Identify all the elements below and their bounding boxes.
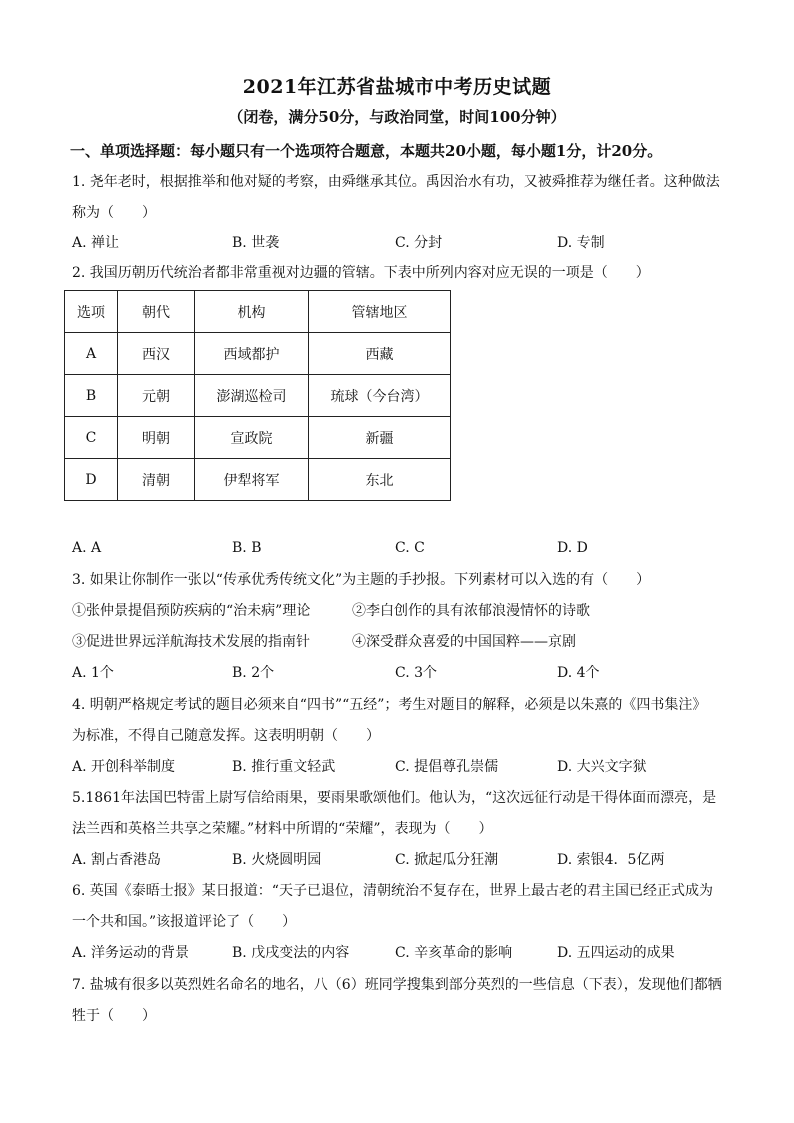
q5-stem-line1: 5.1861年法国巴特雷上尉写信给雨果，要雨果歌颂他们。他认为，“这次远征行动是干得体面而漂亮，是 [72,790,717,806]
q5-option-d[interactable]: D. 索银4．5亿两 [557,852,665,868]
table-header-cell: 机构 [195,291,309,333]
q2-option-c[interactable]: C. C [395,540,425,556]
q5-option-b[interactable]: B. 火烧圆明园 [232,852,322,868]
table-header-cell: 选项 [65,291,118,333]
q1-option-d[interactable]: D. 专制 [557,235,605,251]
table-cell: 西汉 [118,333,195,375]
q6-stem-line2: 一个共和国。”该报道评论了（ ） [72,914,297,930]
table-row [65,459,451,501]
table-cell: 西域都护 [195,333,309,375]
table-header-cell: 管辖地区 [309,291,451,333]
q3-items-row1 [72,601,732,621]
table-cell: 清朝 [118,459,195,501]
q3-stem-line1: 3. 如果让你制作一张以“传承优秀传统文化”为主题的手抄报。下列素材可以入选的有（ ） [72,572,651,588]
q1-option-a[interactable]: A. 禅让 [72,235,120,251]
q5-option-a[interactable]: A. 割占香港岛 [72,852,162,868]
q6-stem-line1: 6. 英国《泰晤士报》某日报道：“天子已退位，清朝统治不复存在，世界上最古老的君主国已经正式成为 [72,883,713,899]
table-cell: 新疆 [309,417,451,459]
table-row [65,333,451,375]
section-heading: 一、单项选择题：每小题只有一个选项符合题意，本题共20小题，每小题1分，计20分。 [70,142,663,160]
q6-option-b[interactable]: B. 戊戌变法的内容 [232,945,350,961]
q1-stem-line2: 称为（ ） [72,205,156,221]
q1-options [72,233,732,253]
q2-option-d[interactable]: D. D [557,540,588,556]
q3-items-row2 [72,632,732,652]
q3-item-4: ④深受群众喜爱的中国国粹——京剧 [352,634,576,650]
q7-stem-line1: 7. 盐城有很多以英烈姓名命名的地名，八（6）班同学搜集到部分英烈的一些信息（下表），发现他们都牺 [72,977,722,993]
q5-options [72,850,732,870]
q4-option-c[interactable]: C. 提倡尊孔崇儒 [395,759,499,775]
exam-title: 2021年江苏省盐城市中考历史试题 [242,76,552,98]
q3-options [72,663,732,683]
table-cell: 西藏 [309,333,451,375]
table-cell: 伊犁将军 [195,459,309,501]
q3-option-a[interactable]: A. 1个 [72,665,114,681]
q4-stem-line1: 4. 明朝严格规定考试的题目必须来自“四书”“五经”；考生对题目的解释，必须是以朱熹的《四书集注》 [72,697,707,713]
q7-stem-line2: 牲于（ ） [72,1008,156,1024]
table-cell: C [65,417,118,459]
q4-option-d[interactable]: D. 大兴文字狱 [557,759,647,775]
q2-stem-line1: 2. 我国历朝历代统治者都非常重视对边疆的管辖。下表中所列内容对应无误的一项是（ ） [72,265,650,281]
q6-option-c[interactable]: C. 辛亥革命的影响 [395,945,513,961]
table-cell: A [65,333,118,375]
q4-option-a[interactable]: A. 开创科举制度 [72,759,176,775]
q6-option-a[interactable]: A. 洋务运动的背景 [72,945,190,961]
q3-option-b[interactable]: B. 2个 [232,665,275,681]
q2-table [64,290,451,501]
q4-option-b[interactable]: B. 推行重文轻武 [232,759,336,775]
q5-option-c[interactable]: C. 掀起瓜分狂潮 [395,852,499,868]
table-row [65,417,451,459]
table-cell: 东北 [309,459,451,501]
table-cell: 琉球（今台湾） [309,375,451,417]
table-cell: 澎湖巡检司 [195,375,309,417]
q3-option-c[interactable]: C. 3个 [395,665,438,681]
table-row [65,375,451,417]
table-cell: 明朝 [118,417,195,459]
q2-option-b[interactable]: B. B [232,540,262,556]
q6-option-d[interactable]: D. 五四运动的成果 [557,945,675,961]
q1-option-c[interactable]: C. 分封 [395,235,443,251]
q3-item-1: ①张仲景提倡预防疾病的“治未病”理论 [72,603,311,619]
q4-options [72,757,732,777]
q6-options [72,943,732,963]
q5-stem-line2: 法兰西和英格兰共享之荣耀。”材料中所谓的“荣耀”，表现为（ ） [72,821,493,837]
q3-item-2: ②李白创作的具有浓郁浪漫情怀的诗歌 [352,603,590,619]
q3-option-d[interactable]: D. 4个 [557,665,600,681]
table-cell: B [65,375,118,417]
q2-option-a[interactable]: A. A [72,540,102,556]
table-header-cell: 朝代 [118,291,195,333]
table-header-row [65,291,451,333]
exam-subtitle: （闭卷，满分50分，与政治同堂，时间100分钟） [228,108,566,126]
q3-item-3: ③促进世界远洋航海技术发展的指南针 [72,634,310,650]
q4-stem-line2: 为标准，不得自己随意发挥。这表明明朝（ ） [72,728,380,744]
table-cell: 元朝 [118,375,195,417]
table-cell: 宣政院 [195,417,309,459]
table-cell: D [65,459,118,501]
q1-stem-line1: 1. 尧年老时，根据推举和他对疑的考察，由舜继承其位。禹因治水有功，又被舜推荐为继任者。这种做法 [72,174,720,190]
q2-options [72,538,732,558]
q1-option-b[interactable]: B. 世袭 [232,235,280,251]
